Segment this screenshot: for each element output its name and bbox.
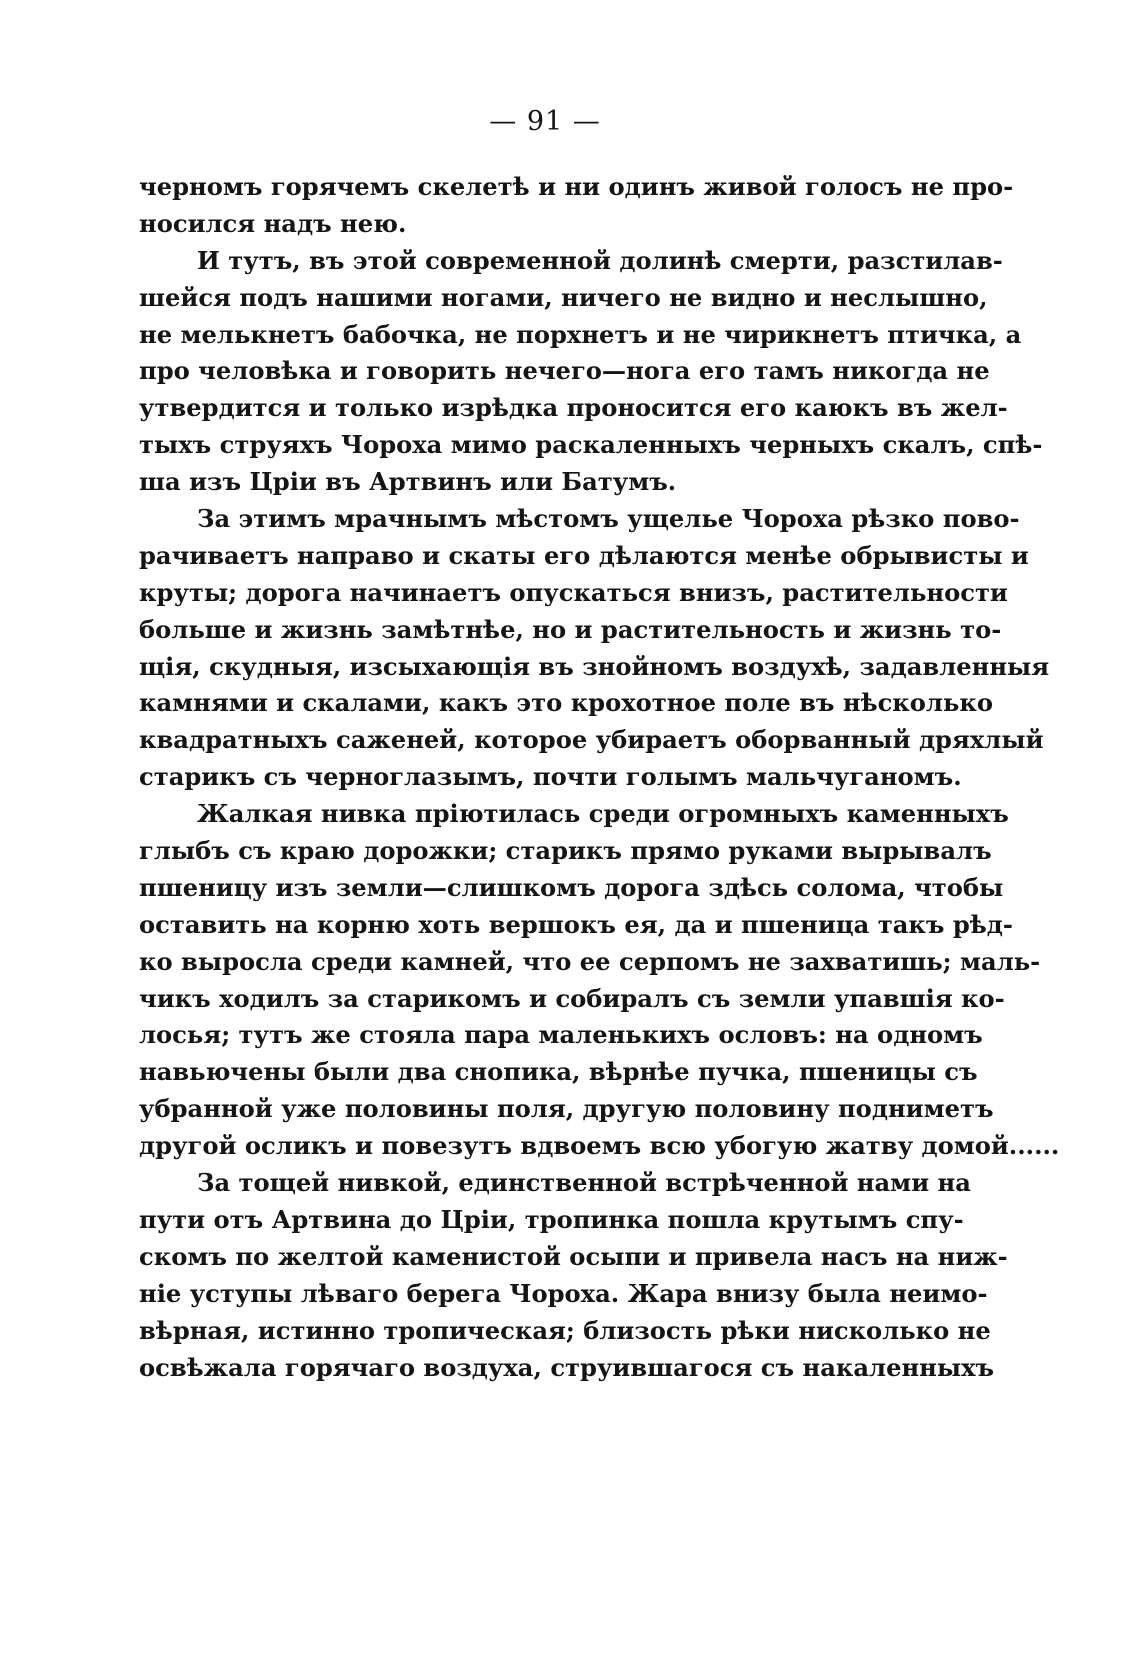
text-line: пути отъ Артвина до Цріи, тропинка пошла крутымъ спу- [139, 1204, 964, 1234]
text-line: квадратныхъ саженей, которое убираетъ оборванный дряхлый [139, 725, 1044, 755]
text-line: освѣжала горячаго воздуха, струившагося съ накаленныхъ [139, 1352, 995, 1382]
text-line: носился надъ нею. [139, 208, 407, 238]
text-line: пшеницу изъ земли—слишкомъ дорога здѣсь солома, чтобы [139, 872, 1004, 902]
text-line: не мелькнетъ бабочка, не порхнетъ и не чирикнетъ птичка, а [139, 319, 1022, 349]
paragraph [139, 796, 1060, 1165]
text-line: рачиваетъ направо и скаты его дѣлаются менѣе обрывисты и [139, 540, 1029, 570]
text-line: шейся подъ нашими ногами, ничего не видно и неслышно, [139, 282, 988, 312]
text-line: И тутъ, въ этой современной долинѣ смерти, разстилав- [197, 245, 1003, 275]
text-line: За тощей нивкой, единственной встрѣченной нами на [197, 1168, 971, 1198]
text-line: ніе уступы лѣваго берега Чороха. Жара внизу была неимо- [139, 1278, 988, 1308]
text-line: За этимъ мрачнымъ мѣстомъ ущелье Чороха рѣзко пово- [197, 504, 1020, 534]
text-line: скомъ по желтой каменистой осыпи и привела насъ на ниж- [139, 1241, 1008, 1271]
page-number: — 91 — [489, 106, 601, 137]
text-line: вѣрная, истинно тропическая; близость рѣки нисколько не [139, 1315, 991, 1345]
text-line: камнями и скалами, какъ это крохотное поле въ нѣсколько [139, 688, 993, 718]
text-line: круты; дорога начинаетъ опускаться внизъ, растительности [139, 577, 1008, 607]
text-line: оставить на корню хоть вершокъ ея, да и пшеница такъ рѣд- [139, 909, 1013, 939]
text-line: другой осликъ и повезутъ вдвоемъ всю убогую жатву домой...... [139, 1131, 1060, 1161]
text-line: тыхъ струяхъ Чороха мимо раскаленныхъ черныхъ скалъ, спѣ- [139, 430, 1043, 460]
text-line: лосья; тутъ же стояла пара маленькихъ ословъ: на одномъ [139, 1020, 983, 1050]
text-line: про человѣка и говорить нечего—нога его тамъ никогда не [139, 356, 990, 386]
text-line: убранной уже половины поля, другую половину подниметъ [139, 1094, 994, 1124]
text-line: черномъ горячемъ скелетѣ и ни одинъ живой голосъ не про- [139, 172, 1014, 201]
text-line: утвердится и только изрѣдка проносится его каюкъ въ жел- [139, 393, 1008, 423]
text-line: глыбъ съ краю дорожки; старикъ прямо руками вырывалъ [139, 836, 992, 866]
paragraph [139, 501, 1050, 796]
text-line: ша изъ Цріи въ Артвинъ или Батумъ. [139, 467, 677, 497]
text-line: Жалкая нивка пріютилась среди огромныхъ каменныхъ [197, 799, 1009, 829]
text-line: больше и жизнь замѣтнѣе, но и растительность и жизнь то- [139, 614, 1002, 644]
text-line: старикъ съ черноглазымъ, почти голымъ мальчуганомъ. [139, 762, 962, 792]
paragraph [139, 243, 1043, 501]
text-line: чикъ ходилъ за старикомъ и собиралъ съ земли упавшія ко- [139, 983, 1005, 1013]
paragraph [139, 169, 1014, 243]
text-line: щія, скудныя, изсыхающія въ знойномъ воздухѣ, задавленныя [139, 651, 1050, 681]
text-line: ко выросла среди камней, что ее серпомъ не захватишь; маль- [139, 946, 1041, 976]
paragraph [139, 1165, 1008, 1386]
body-text [139, 169, 1060, 1386]
text-line: навьючены были два снопика, вѣрнѣе пучка, пшеницы съ [139, 1057, 978, 1087]
